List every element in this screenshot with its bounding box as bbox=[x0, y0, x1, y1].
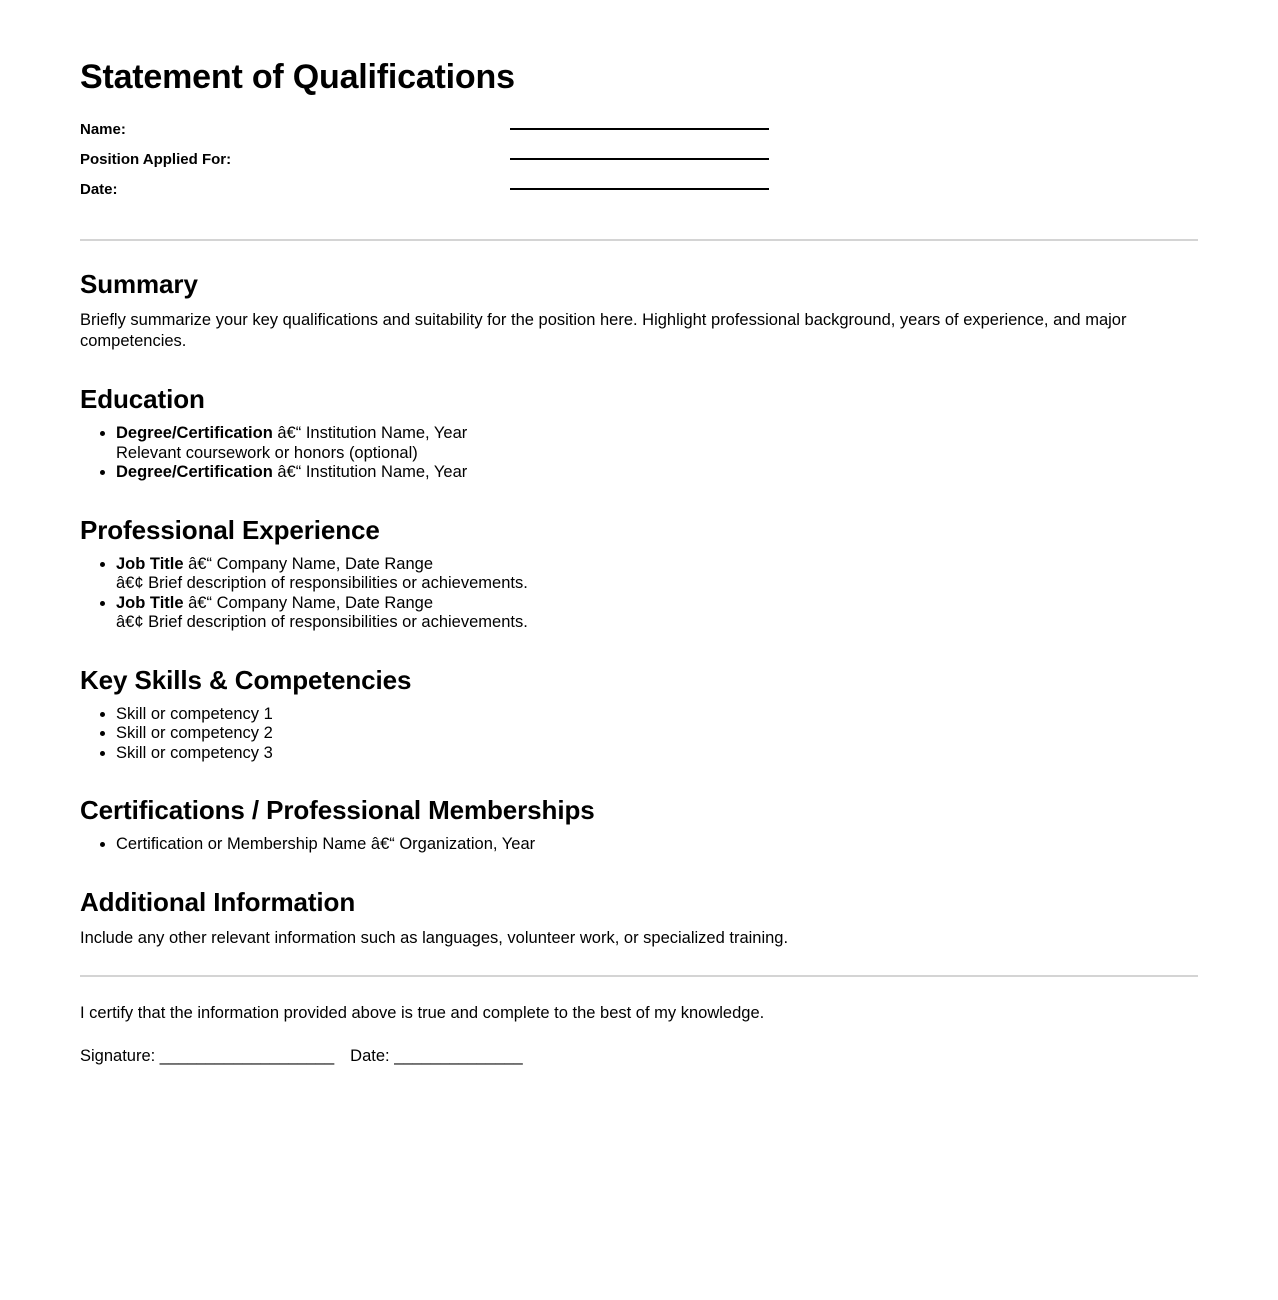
field-input-position[interactable] bbox=[510, 158, 769, 160]
list-item: • Certification or Membership Name â€“ Organization, Year bbox=[116, 835, 1198, 855]
section-heading-education: Education bbox=[80, 384, 205, 414]
field-input-name[interactable] bbox=[510, 128, 769, 130]
experience-item-rest: â€“ Company Name, Date Range bbox=[183, 554, 434, 573]
section-text-summary: Briefly summarize your key qualifications and suitability for the position here. Highlight professional background, years of experience, and major competencies. bbox=[80, 311, 1127, 350]
signature-date-line[interactable]: ______________ bbox=[389, 1046, 523, 1065]
section-heading-experience: Professional Experience bbox=[80, 514, 380, 545]
signature-row bbox=[80, 1046, 1198, 1067]
education-item-rest: â€“ Institution Name, Year bbox=[272, 424, 468, 442]
section-heading-summary: Summary bbox=[80, 269, 198, 299]
list-item: • Skill or competency 1 bbox=[116, 705, 1198, 725]
list-item: • Skill or competency 3 bbox=[116, 744, 1198, 764]
list-item bbox=[116, 424, 1198, 463]
signature-line[interactable]: ___________________ bbox=[155, 1046, 335, 1065]
list-item bbox=[116, 463, 1198, 483]
experience-item-rest: â€“ Company Name, Date Range bbox=[183, 593, 434, 612]
education-list bbox=[80, 424, 1198, 483]
experience-item-strong: Job Title bbox=[116, 554, 184, 573]
education-item-strong: Degree/Certification bbox=[116, 424, 273, 442]
section-text-additional: Include any other relevant information such as languages, volunteer work, or specialized training. bbox=[80, 928, 789, 947]
field-row-position bbox=[80, 145, 1198, 175]
experience-item-sub: â€¢ Brief description of responsibilities or achievements. bbox=[116, 574, 528, 592]
skills-list bbox=[80, 705, 1198, 764]
page-title: Statement of Qualifications bbox=[80, 58, 515, 96]
header-fields bbox=[80, 115, 1198, 205]
list-item: • Skill or competency 2 bbox=[116, 724, 1198, 744]
field-label-date: Date: bbox=[80, 181, 118, 198]
field-row-name bbox=[80, 115, 1198, 145]
field-label-name: Name: bbox=[80, 121, 126, 138]
document-content bbox=[80, 0, 1198, 1067]
signature-date-label: Date: bbox=[350, 1046, 390, 1065]
signature-label: Signature: bbox=[80, 1046, 156, 1065]
section-heading-certifications: Certifications / Professional Memberships bbox=[80, 795, 595, 825]
list-item bbox=[116, 555, 1198, 594]
section-heading-skills: Key Skills & Competencies bbox=[80, 664, 412, 695]
experience-item-sub: â€¢ Brief description of responsibilities or achievements. bbox=[116, 613, 528, 631]
education-item-rest: â€“ Institution Name, Year bbox=[272, 463, 468, 481]
list-item bbox=[116, 594, 1198, 633]
experience-item-strong: Job Title bbox=[116, 593, 184, 612]
certifications-list bbox=[80, 835, 1198, 855]
field-row-date bbox=[80, 175, 1198, 205]
education-item-sub: Relevant coursework or honors (optional) bbox=[116, 443, 418, 462]
field-input-date[interactable] bbox=[510, 188, 769, 190]
certification-statement: I certify that the information provided above is true and complete to the best of my knowledge. bbox=[80, 1003, 765, 1022]
education-item-strong: Degree/Certification bbox=[116, 463, 273, 481]
divider-bottom bbox=[80, 975, 1198, 977]
experience-list bbox=[80, 555, 1198, 633]
section-heading-additional: Additional Information bbox=[80, 886, 356, 917]
field-label-position: Position Applied For: bbox=[80, 151, 232, 168]
